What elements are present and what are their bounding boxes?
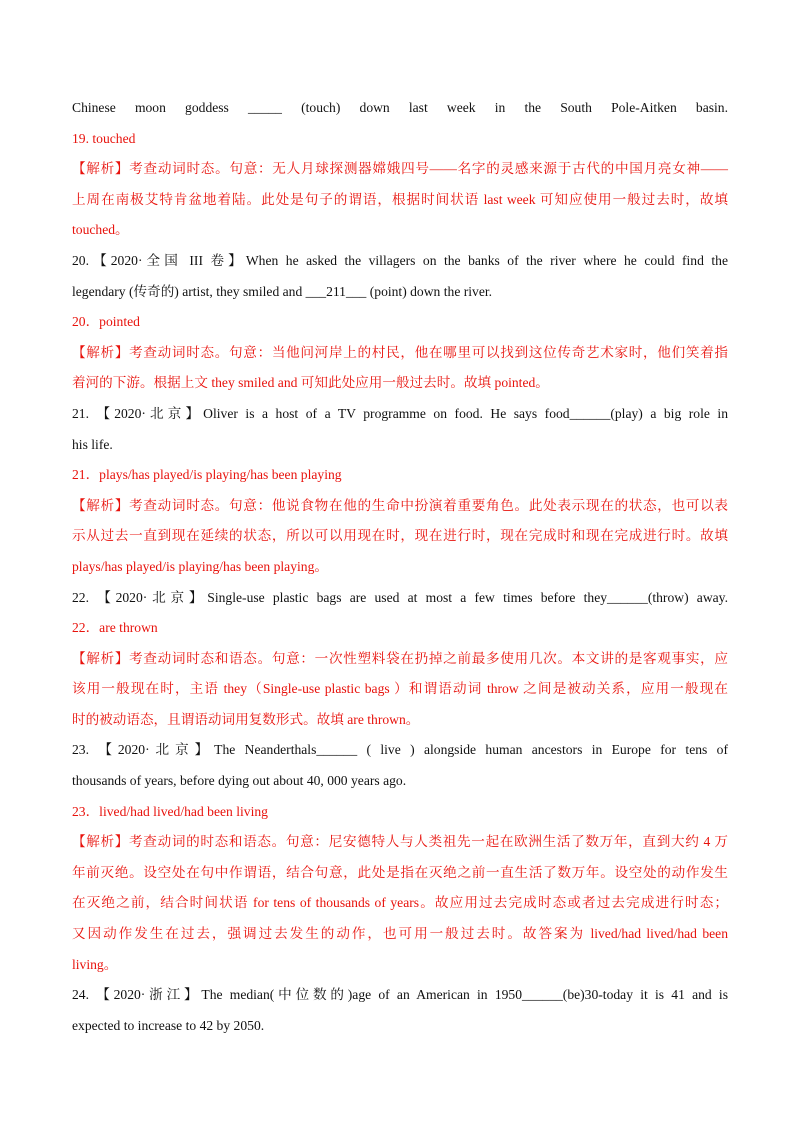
question-line: thousands of years, before dying out about 40, 000 years ago.	[72, 773, 407, 789]
answer-line: 23．lived/had lived/had been living	[72, 803, 268, 819]
answer-line: 时的被动语态，且谓语动词用复数形式。故填 are thrown。	[72, 711, 420, 727]
answer-line: 【解析】考查动词时态。句意：无人月球探测器嫦娥四号——名字的灵感来源于古代的中国月亮女神——	[72, 161, 728, 177]
question-line: 24. 【2020·浙江】The median(中位数的)age of an American in 1950______(be)30-today it is 41 and is	[72, 987, 728, 1003]
answer-line: plays/has played/is playing/has been playing。	[72, 558, 328, 574]
answer-line: 年前灭绝。设空处在句中作谓语，结合句意，此处是指在灭绝之前一直生活了数万年。设空处的动作发生	[72, 864, 728, 880]
answer-line: living。	[72, 956, 118, 972]
question-line: legendary (传奇的) artist, they smiled and ___211___ (point) down the river.	[72, 283, 493, 299]
document-page	[72, 93, 728, 1041]
answer-line: 着河的下游。根据上文 they smiled and 可知此处应用一般过去时。故填 pointed。	[72, 375, 549, 391]
answer-line: 【解析】考查动词的时态和语态。句意：尼安德特人与人类祖先一起在欧洲生活了数万年，直到大约 4 万	[72, 834, 728, 850]
answer-line: 示从过去一直到现在延续的状态，所以可以用现在时，现在进行时，现在完成时和现在完成进行时。故填	[72, 528, 728, 544]
question-line: Chinese moon goddess _____ (touch) down last week in the South Pole-Aitken basin.	[72, 100, 728, 115]
answer-line: 又因动作发生在过去，强调过去发生的动作，也可用一般过去时。故答案为 lived/had lived/had been	[72, 926, 728, 942]
answer-line: touched。	[72, 222, 129, 238]
answer-line: 【解析】考查动词时态。句意：当他问河岸上的村民，他在哪里可以找到这位传奇艺术家时，他们笑着指	[72, 344, 728, 360]
question-line: expected to increase to 42 by 2050.	[72, 1017, 265, 1033]
answer-line: 【解析】考查动词时态和语态。句意：一次性塑料袋在扔掉之前最多使用几次。本文讲的是客观事实，应	[72, 650, 728, 666]
question-line: 20.【2020·全国 III 卷】When he asked the villagers on the banks of the river where he could find the	[72, 252, 728, 268]
answer-line: 21．plays/has played/is playing/has been playing	[72, 467, 342, 483]
question-line: his life.	[72, 436, 113, 452]
question-line: 23. 【2020·北京】The Neanderthals______ ( live ) alongside human ancestors in Europe for tens of	[72, 742, 728, 758]
answer-line: 该用一般现在时，主语 they（Single-use plastic bags ）和谓语动词 throw 之间是被动关系，应用一般现在	[72, 681, 728, 697]
answer-line: 上周在南极艾特肯盆地着陆。此处是句子的谓语，根据时间状语 last week 可知应使用一般过去时，故填	[72, 191, 728, 207]
answer-line: 在灭绝之前，结合时间状语 for tens of thousands of years。故应用过去完成时态或者过去完成进行时态；	[72, 895, 728, 911]
answer-line: 【解析】考查动词时态。句意：他说食物在他的生命中扮演着重要角色。此处表示现在的状态，也可以表	[72, 497, 728, 513]
answer-line: 20．pointed	[72, 314, 140, 330]
question-line: 21. 【2020·北京】Oliver is a host of a TV programme on food. He says food______(play) a big role in	[72, 405, 728, 421]
answer-line: 22．are thrown	[72, 620, 158, 636]
answer-line: 19. touched	[72, 130, 136, 146]
question-line: 22. 【2020·北京】Single-use plastic bags are used at most a few times before they______(throw) away.	[72, 589, 728, 605]
